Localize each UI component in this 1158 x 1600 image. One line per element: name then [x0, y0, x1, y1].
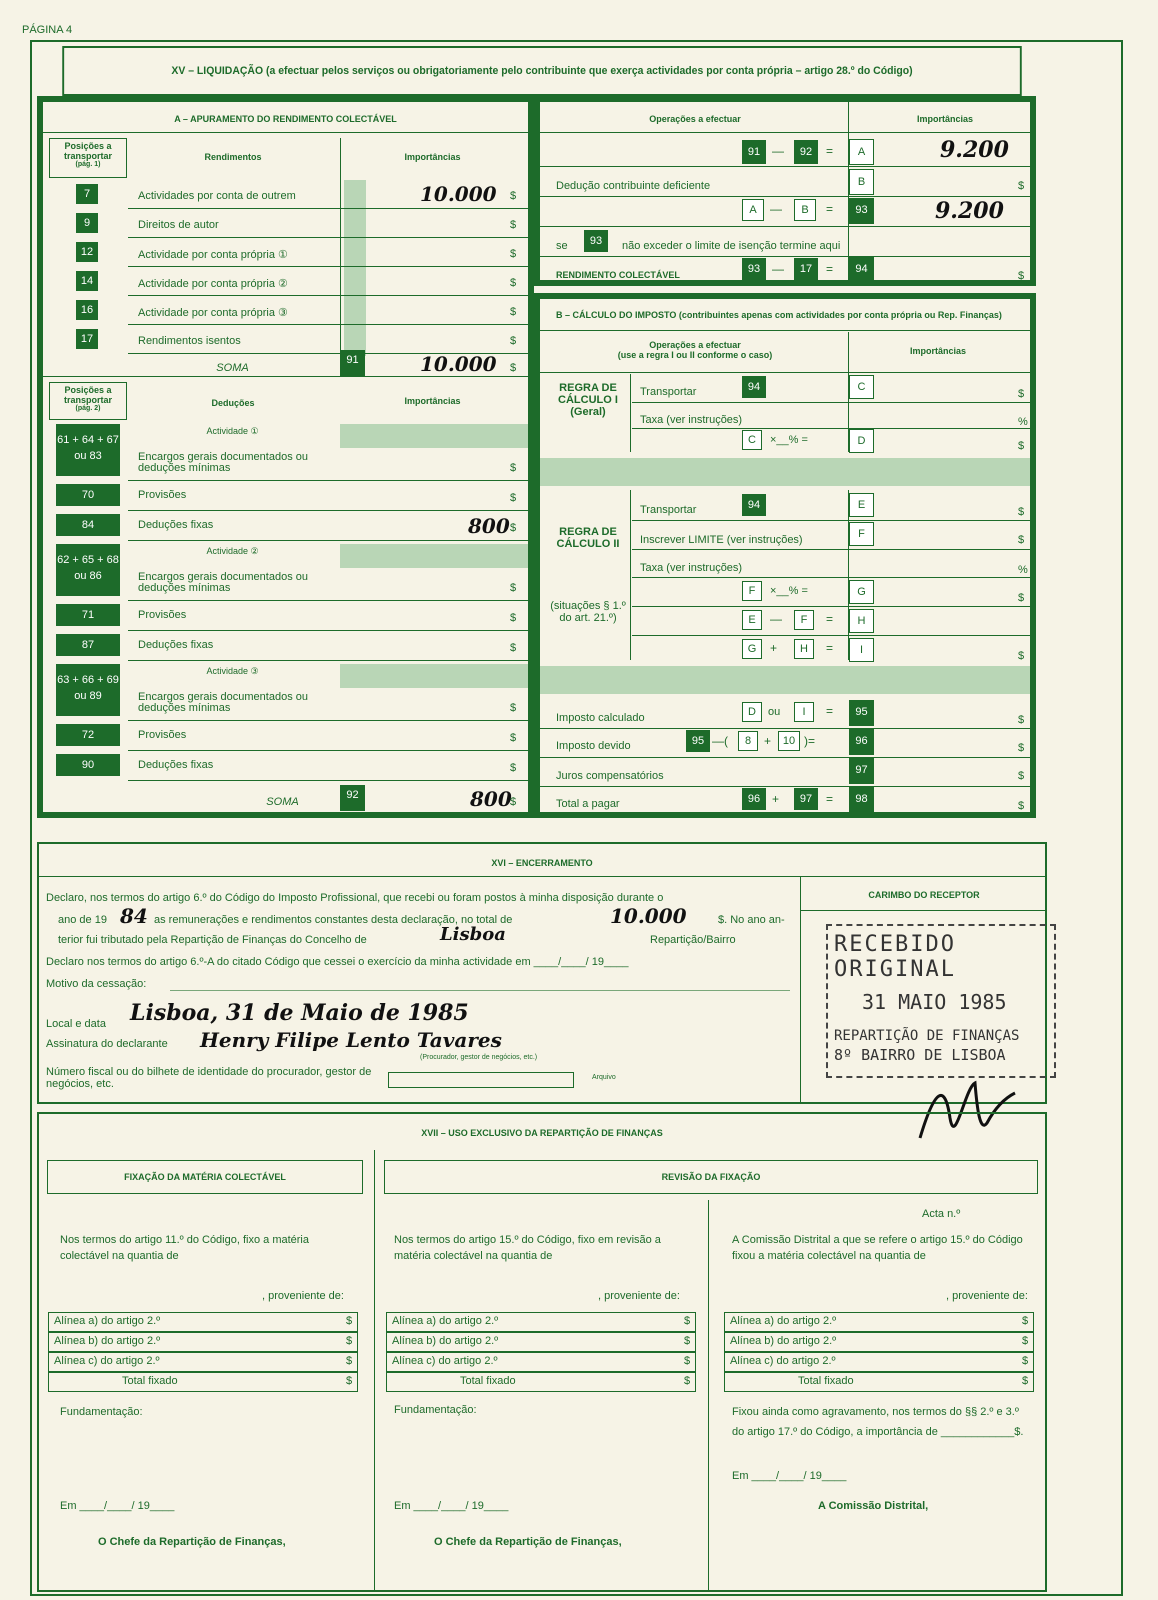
- enc-year[interactable]: 84: [120, 904, 148, 928]
- enc-assin-label: Assinatura do declarante: [46, 1038, 168, 1050]
- letter-h: H: [849, 609, 874, 633]
- col2-chefe: O Chefe da Repartição de Finanças,: [434, 1536, 622, 1548]
- nif-boxes[interactable]: [388, 1072, 574, 1088]
- alinea-row[interactable]: [386, 1332, 696, 1352]
- activity-band: [340, 424, 528, 448]
- col1-proveniente: , proveniente de:: [262, 1290, 344, 1302]
- activity-band: [340, 544, 528, 568]
- rend-label: Rendimentos isentos: [138, 335, 241, 347]
- ops-imp-header: Importâncias: [916, 114, 974, 124]
- col-positions-label: Posições a transportar: [63, 141, 112, 161]
- letter-d-box: D: [742, 702, 762, 722]
- code-94-c: 94: [742, 494, 766, 516]
- col-deducoes: Deduções: [211, 398, 255, 408]
- stamp-line-4: 8º BAIRRO DE LISBOA: [834, 1046, 1006, 1064]
- dollar-sign: $: [510, 248, 517, 260]
- dollar-sign: $: [1022, 1355, 1029, 1367]
- section-a-title: A – APURAMENTO DO RENDIMENTO COLECTÁVEL: [174, 114, 397, 124]
- soma2-code: 92: [340, 785, 365, 811]
- code-96-b: 96: [742, 788, 766, 810]
- col3-comissao: A Comissão Distrital,: [818, 1500, 929, 1512]
- alinea-label: Alínea b) do artigo 2.º: [730, 1335, 837, 1347]
- dollar-sign: $: [684, 1315, 691, 1327]
- alinea-row[interactable]: [724, 1352, 1034, 1372]
- limite-label: não exceder o limite de isenção termine aqui: [622, 240, 841, 252]
- code-92: 92: [794, 140, 818, 164]
- enc-line-2a: ano de 19: [58, 914, 107, 926]
- alinea-row[interactable]: [724, 1312, 1034, 1332]
- dollar-sign: $: [510, 522, 517, 534]
- row-line: [128, 540, 528, 541]
- ded-label: Deduções fixas: [138, 759, 214, 771]
- equals-sign-7: =: [826, 792, 834, 806]
- taxa-2: Taxa (ver instruções): [640, 562, 743, 574]
- letter-i-box: I: [794, 702, 814, 722]
- col-positions-1: [49, 138, 127, 178]
- total-fixado: Total fixado: [798, 1375, 854, 1387]
- row-line: [128, 600, 528, 601]
- secb-imp-header: Importâncias: [909, 346, 967, 356]
- ded-label: Provisões: [138, 489, 187, 501]
- code-98: 98: [849, 787, 874, 813]
- total-label: Total a pagar: [556, 798, 620, 810]
- ded-code: 71: [56, 604, 120, 626]
- juros-label: Juros compensatórios: [556, 770, 664, 782]
- revisao-title: REVISÃO DA FIXAÇÃO: [384, 1160, 1038, 1194]
- alinea-label: Alínea c) do artigo 2.º: [730, 1355, 836, 1367]
- total-row[interactable]: [386, 1372, 696, 1392]
- col2-text: Nos termos do artigo 15.º do Código, fixo em revisão a matéria colectável na quantia de: [394, 1234, 661, 1262]
- activity-header: Actividade ③: [206, 666, 259, 676]
- ded-code: 72: [56, 724, 120, 746]
- enc-total[interactable]: 10.000: [610, 904, 687, 928]
- acta-label: Acta n.º: [922, 1208, 961, 1220]
- letter-e-box: E: [742, 610, 762, 630]
- dollar-sign: $: [510, 219, 517, 231]
- soma2-value: 800: [470, 787, 512, 811]
- col-rendimentos: Rendimentos: [204, 152, 262, 162]
- letter-d: D: [849, 429, 874, 453]
- row-line: [128, 266, 528, 267]
- dollar-sign: $: [684, 1355, 691, 1367]
- rend-code: 16: [76, 300, 98, 320]
- dollar-sign: $: [510, 190, 517, 202]
- enc-local-value[interactable]: Lisboa, 31 de Maio de 1985: [130, 1000, 469, 1026]
- alinea-label: Alínea a) do artigo 2.º: [54, 1315, 161, 1327]
- alinea-row[interactable]: [724, 1332, 1034, 1352]
- letter-b: B: [849, 169, 874, 195]
- dollar-sign: $: [510, 335, 517, 347]
- rend-code: 12: [76, 242, 98, 262]
- transportar-2: Transportar: [640, 504, 697, 516]
- se-label: se: [556, 240, 568, 252]
- imposto-calculado: Imposto calculado: [556, 712, 645, 724]
- col1-chefe: O Chefe da Repartição de Finanças,: [98, 1536, 286, 1548]
- row-line: [128, 480, 528, 481]
- dollar-sign: $: [510, 306, 517, 318]
- enc-line-3b: Repartição/Bairro: [650, 934, 736, 946]
- times-percent-2: ×__% =: [770, 585, 808, 597]
- soma-value: 10.000: [420, 352, 497, 376]
- soma2-label: SOMA: [266, 796, 299, 808]
- enc-motivo: Motivo da cessação:: [46, 978, 147, 990]
- enc-line-4: Declaro nos termos do artigo 6.º-A do citado Código que cessei o exercício da minha actividade em ____/____/ 19____: [46, 956, 629, 968]
- ded-label: Provisões: [138, 729, 187, 741]
- ded-label: Encargos gerais documentados ou deduções mínimas: [138, 691, 308, 714]
- transportar-1: Transportar: [640, 386, 697, 398]
- ded-label: Encargos gerais documentados ou deduções mínimas: [138, 571, 308, 594]
- inscrever-label: Inscrever LIMITE (ver instruções): [640, 534, 803, 546]
- ded-code: 62 + 65 + 68 ou 86: [56, 544, 120, 596]
- letter-f: F: [849, 522, 874, 546]
- col1-text: Nos termos do artigo 11.º do Código, fixo a matéria colectável na quantia de: [60, 1234, 309, 1262]
- letter-h-box: H: [794, 639, 814, 659]
- alinea-row[interactable]: [386, 1352, 696, 1372]
- total-row[interactable]: [48, 1372, 358, 1392]
- dollar-sign: $: [1022, 1335, 1029, 1347]
- section-xvi-title: XVI – ENCERRAMENTO: [491, 858, 593, 868]
- alinea-row[interactable]: [48, 1352, 358, 1372]
- row-line: [128, 237, 528, 238]
- minus-sign-3: —: [772, 262, 784, 276]
- secb-ops-header: [560, 340, 830, 360]
- ded-code: 84: [56, 514, 120, 536]
- row-line: [128, 295, 528, 296]
- col2-proveniente: , proveniente de:: [598, 1290, 680, 1302]
- ops-col-header: Operações a efectuar: [649, 114, 741, 124]
- rend-colectavel-label: RENDIMENTO COLECTÁVEL: [556, 270, 680, 280]
- ded-label: Encargos gerais documentados ou deduções mínimas: [138, 451, 308, 474]
- letter-a: A: [849, 139, 874, 165]
- section-xvii-title: XVII – USO EXCLUSIVO DA REPARTIÇÃO DE FINANÇAS: [421, 1128, 663, 1138]
- box-8: 8: [738, 731, 758, 751]
- soma-label: SOMA: [216, 362, 249, 374]
- alinea-label: Alínea c) do artigo 2.º: [392, 1355, 498, 1367]
- row-a-value: 9.200: [940, 137, 1009, 163]
- letter-f-box: F: [742, 581, 762, 601]
- receipt-stamp: [826, 924, 1056, 1078]
- equals-sign: =: [826, 144, 834, 158]
- rend-value[interactable]: 10.000: [420, 182, 497, 206]
- enc-nif: Número fiscal ou do bilhete de identidade do procurador, gestor de negócios, etc.: [46, 1066, 372, 1090]
- alinea-row[interactable]: [48, 1312, 358, 1332]
- plus-sign-3: +: [772, 792, 780, 806]
- enc-line-3a: terior fui tributado pela Repartição de Finanças do Concelho de: [58, 934, 367, 946]
- alinea-label: Alínea b) do artigo 2.º: [54, 1335, 161, 1347]
- taxa-1: Taxa (ver instruções): [640, 414, 743, 426]
- col-positions-sub: (pág. 1): [75, 161, 101, 168]
- rend-code: 14: [76, 271, 98, 291]
- enc-procurador: (Procurador, gestor de negócios, etc.): [420, 1054, 538, 1061]
- dollar-sign: $: [1022, 1315, 1029, 1327]
- alinea-row[interactable]: [386, 1312, 696, 1332]
- dollar-sign: $: [1022, 1375, 1029, 1387]
- row-line: [128, 510, 528, 511]
- col2-em: Em ____/____/ 19____: [394, 1500, 509, 1512]
- dollar-sign: $: [346, 1335, 353, 1347]
- dollar-sign: $: [510, 732, 517, 744]
- alinea-label: Alínea a) do artigo 2.º: [392, 1315, 499, 1327]
- row-line: [128, 750, 528, 751]
- alinea-label: Alínea c) do artigo 2.º: [54, 1355, 160, 1367]
- plus-sign: +: [770, 641, 778, 655]
- dollar-sign: $: [510, 492, 517, 504]
- ded-code: 63 + 66 + 69 ou 89: [56, 664, 120, 716]
- ded-label: Deduções fixas: [138, 519, 214, 531]
- row-line: [128, 324, 528, 325]
- formula-open: —(: [712, 734, 728, 748]
- total-fixado: Total fixado: [122, 1375, 178, 1387]
- enc-arquivo: Arquivo: [592, 1074, 616, 1081]
- rend-label: Actividade por conta própria ③: [138, 307, 288, 319]
- stamp-date: 31 MAIO 1985: [862, 990, 1007, 1014]
- dollar-sign: $: [510, 642, 517, 654]
- row-line: [128, 780, 528, 781]
- secb-ops-label: Operações a efectuar: [649, 340, 741, 350]
- dollar-sign: $: [510, 462, 517, 474]
- activity-band: [340, 664, 528, 688]
- equals-sign-3: =: [826, 262, 834, 276]
- minus-sign-4: —: [770, 612, 782, 626]
- letter-f-box-2: F: [794, 610, 814, 630]
- total-fixado: Total fixado: [460, 1375, 516, 1387]
- equals-sign-6: =: [826, 704, 834, 718]
- rend-label: Direitos de autor: [138, 219, 219, 231]
- code-91: 91: [742, 140, 766, 164]
- times-percent: ×__% =: [770, 434, 808, 446]
- dollar-sign: $: [510, 612, 517, 624]
- code-93-c: 93: [742, 258, 766, 280]
- dollar-sign: $: [346, 1355, 353, 1367]
- regra-2-sub: (situações § 1.º do art. 21.º): [550, 600, 626, 624]
- plus-sign-2: +: [764, 734, 772, 748]
- secb-ops-sub: (use a regra I ou II conforme o caso): [617, 350, 773, 360]
- page-label: PÁGINA 4: [22, 24, 73, 36]
- equals-sign-2: =: [826, 202, 834, 216]
- letter-g: G: [849, 580, 874, 604]
- col-importancias-2: Importâncias: [404, 396, 461, 406]
- enc-assin-value[interactable]: Henry Filipe Lento Tavares: [200, 1028, 502, 1052]
- col2-fundamentacao: Fundamentação:: [394, 1404, 477, 1416]
- code-93: 93: [849, 198, 874, 224]
- equals-sign-5: =: [826, 641, 834, 655]
- box-10: 10: [778, 731, 800, 751]
- row-line: [128, 660, 528, 661]
- enc-line-2b: as remunerações e rendimentos constantes desta declaração, no total de: [154, 914, 513, 926]
- col1-fundamentacao: Fundamentação:: [60, 1406, 143, 1418]
- ou-label: ou: [768, 706, 781, 718]
- dollar-sign: $: [684, 1375, 691, 1387]
- section-xv-header: XV – LIQUIDAÇÃO (a efectuar pelos serviços ou obrigatoriamente pelo contribuinte que exerça actividades por conta própria – artigo 28.º do Código): [62, 46, 1022, 96]
- alinea-row[interactable]: [48, 1332, 358, 1352]
- ded-label: Provisões: [138, 609, 187, 621]
- alinea-label: Alínea b) do artigo 2.º: [392, 1335, 499, 1347]
- rend-code: 7: [76, 184, 98, 204]
- row-line: [128, 720, 528, 721]
- soma-code: 91: [340, 350, 365, 376]
- code-97-b: 97: [794, 788, 818, 810]
- row-93-value: 9.200: [935, 198, 1004, 224]
- minus-sign: —: [772, 144, 784, 158]
- imposto-devido: Imposto devido: [556, 740, 631, 752]
- col-positions-label-2: Posições a transportar: [63, 385, 112, 405]
- letter-i: I: [849, 638, 874, 662]
- ded-value[interactable]: 800: [468, 514, 510, 538]
- dollar-sign: $: [346, 1315, 353, 1327]
- ded-code: 70: [56, 484, 120, 506]
- col-positions-2: [49, 382, 127, 420]
- activity-header: Actividade ②: [206, 546, 259, 556]
- ded-label: Deduções fixas: [138, 639, 214, 651]
- dollar-sign: $: [684, 1335, 691, 1347]
- rend-label: Actividade por conta própria ①: [138, 249, 288, 261]
- col-importancias: Importâncias: [404, 152, 461, 162]
- rend-label: Actividade por conta própria ②: [138, 278, 288, 290]
- ded-code: 87: [56, 634, 120, 656]
- section-b-title: B – CÁLCULO DO IMPOSTO (contribuintes apenas com actividades por conta própria ou Rep. Finanças): [556, 310, 1002, 320]
- ded-code: 90: [56, 754, 120, 776]
- code-95: 95: [849, 700, 874, 726]
- stamp-line-3: REPARTIÇÃO DE FINANÇAS: [834, 1028, 1020, 1044]
- rend-code: 9: [76, 213, 98, 233]
- code-95-b: 95: [686, 730, 710, 752]
- dollar-sign: $: [510, 277, 517, 289]
- total-row[interactable]: [724, 1372, 1034, 1392]
- enc-local-label: Local e data: [46, 1018, 106, 1030]
- formula-close: )=: [804, 734, 816, 748]
- activity-header: Actividade ①: [206, 426, 259, 436]
- row-line: [128, 630, 528, 631]
- enc-concelho[interactable]: Lisboa: [440, 924, 506, 945]
- letter-b-box: B: [794, 199, 816, 221]
- enc-line-2c: $. No ano an-: [718, 914, 785, 926]
- letter-g-box: G: [742, 639, 762, 659]
- equals-sign-4: =: [826, 612, 834, 626]
- rend-label: Actividades por conta de outrem: [138, 190, 296, 202]
- minus-sign-2: —: [770, 202, 782, 216]
- carimbo-label: CARIMBO DO RECEPTOR: [868, 890, 980, 900]
- enc-line-1: Declaro, nos termos do artigo 6.º do Código do Imposto Profissional, que recebi ou foram postos à minha disposição durante o: [46, 892, 664, 904]
- letter-a-box: A: [742, 199, 764, 221]
- col1-em: Em ____/____/ 19____: [60, 1500, 175, 1512]
- code-93-b: 93: [584, 230, 608, 252]
- regra-2-label: REGRA DE CÁLCULO II: [556, 526, 620, 550]
- fixacao-title: FIXAÇÃO DA MATÉRIA COLECTÁVEL: [47, 1160, 363, 1194]
- alinea-label: Alínea a) do artigo 2.º: [730, 1315, 837, 1327]
- code-96: 96: [849, 729, 874, 755]
- letter-c-box: C: [742, 430, 762, 450]
- dollar-sign: $: [346, 1375, 353, 1387]
- ded-code: 61 + 64 + 67 ou 83: [56, 424, 120, 476]
- col-positions-sub-2: (pág. 2): [75, 405, 101, 412]
- row-line: [128, 208, 528, 209]
- col3-agravamento: Fixou ainda como agravamento, nos termos do §§ 2.º e 3.º do artigo 17.º do Código, a importância de ____________$.: [732, 1406, 1024, 1438]
- code-94: 94: [849, 257, 874, 281]
- letter-e: E: [849, 493, 874, 517]
- stamp-line-1: RECEBIDO ORIGINAL: [834, 932, 956, 982]
- col3-em: Em ____/____/ 19____: [732, 1470, 847, 1482]
- rend-code: 17: [76, 329, 98, 349]
- col3-proveniente: , proveniente de:: [946, 1290, 1028, 1302]
- regra-1-label: REGRA DE CÁLCULO I (Geral): [558, 382, 618, 418]
- code-94-b: 94: [742, 376, 766, 398]
- col3-text: A Comissão Distrital a que se refere o artigo 15.º do Código fixou a matéria colectável na quantia de: [732, 1234, 1023, 1262]
- letter-c: C: [849, 375, 874, 399]
- dollar-sign: $: [510, 702, 517, 714]
- dollar-sign: $: [510, 582, 517, 594]
- code-17: 17: [794, 258, 818, 280]
- dollar-sign: $: [510, 762, 517, 774]
- deducao-label: Dedução contribuinte deficiente: [556, 180, 711, 192]
- code-97: 97: [849, 758, 874, 784]
